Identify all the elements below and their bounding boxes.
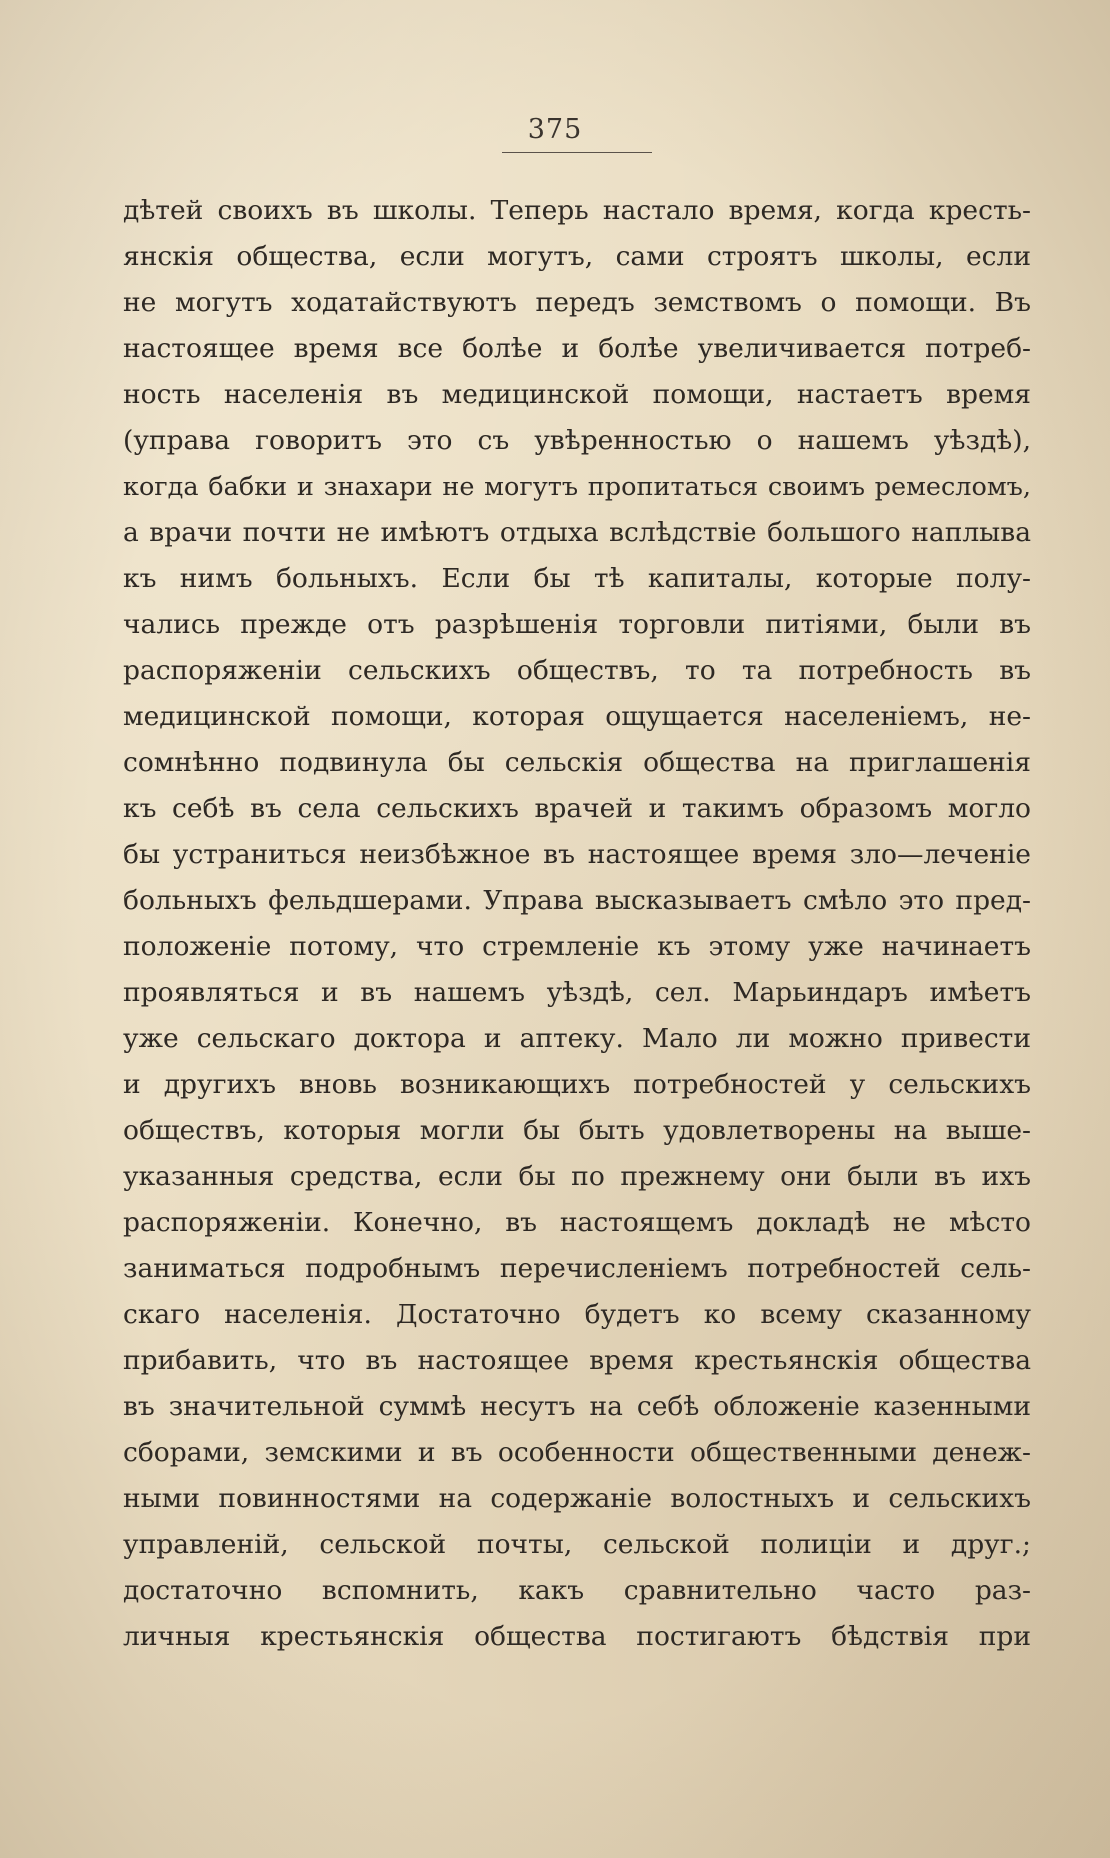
text-line: распоряженіи сельскихъ обществъ, то та потребность въ — [123, 655, 1031, 686]
text-line: и другихъ вновь возникающихъ потребностей у сельскихъ — [123, 1069, 1031, 1100]
text-line: а врачи почти не имѣютъ отдыха вслѣдствіе большого наплыва — [123, 517, 1031, 548]
text-line: чались прежде отъ разрѣшенія торговли питіями, были въ — [123, 609, 1031, 640]
text-line: не могутъ ходатайствуютъ передъ земствомъ о помощи. Въ — [123, 287, 1031, 318]
text-line: указанныя средства, если бы по прежнему они были въ ихъ — [123, 1161, 1031, 1192]
page-number: 375 — [527, 114, 583, 145]
header-rule — [502, 152, 652, 153]
text-line: достаточно вспомнить, какъ сравнительно часто раз- — [123, 1575, 1031, 1606]
text-line: личныя крестьянскія общества постигаютъ бѣдствія при — [123, 1621, 1031, 1652]
text-line: ными повинностями на содержаніе волостныхъ и сельскихъ — [123, 1483, 1031, 1514]
text-line: ность населенія въ медицинской помощи, настаетъ время — [123, 379, 1031, 410]
text-line: бы устраниться неизбѣжное въ настоящее время зло—леченіе — [123, 839, 1031, 870]
text-line: уже сельскаго доктора и аптеку. Мало ли можно привести — [123, 1023, 1031, 1054]
text-line: управленій, сельской почты, сельской полиціи и друг.; — [123, 1529, 1031, 1560]
text-line: проявляться и въ нашемъ уѣздѣ, сел. Марьиндаръ имѣетъ — [123, 977, 1031, 1008]
text-line: настоящее время все болѣе и болѣе увеличивается потреб- — [123, 333, 1031, 364]
text-line: больныхъ фельдшерами. Управа высказываетъ смѣло это пред- — [123, 885, 1031, 916]
body-text — [123, 188, 1031, 1660]
text-line: заниматься подробнымъ перечисленіемъ потребностей сель- — [123, 1253, 1031, 1284]
text-line: скаго населенія. Достаточно будетъ ко всему сказанному — [123, 1299, 1031, 1330]
text-line: дѣтей своихъ въ школы. Теперь настало время, когда кресть- — [123, 195, 1031, 226]
text-line: сборами, земскими и въ особенности общественными денеж- — [123, 1437, 1031, 1468]
text-line: прибавить, что въ настоящее время крестьянскія общества — [123, 1345, 1031, 1376]
text-line: къ нимъ больныхъ. Если бы тѣ капиталы, которые полу- — [123, 563, 1031, 594]
text-line: къ себѣ въ села сельскихъ врачей и такимъ образомъ могло — [123, 793, 1031, 824]
text-line: обществъ, которыя могли бы быть удовлетворены на выше- — [123, 1115, 1031, 1146]
text-line: сомнѣнно подвинула бы сельскія общества на приглашенія — [123, 747, 1031, 778]
text-line: (управа говоритъ это съ увѣренностью о нашемъ уѣздѣ), — [123, 425, 1031, 456]
text-line: положеніе потому, что стремленіе къ этому уже начинаетъ — [123, 931, 1031, 962]
text-line: когда бабки и знахари не могутъ пропитаться своимъ ремесломъ, — [123, 472, 1031, 502]
text-line: въ значительной суммѣ несутъ на себѣ обложеніе казенными — [123, 1391, 1031, 1422]
text-line: янскія общества, если могутъ, сами строятъ школы, если — [123, 241, 1031, 272]
text-line: медицинской помощи, которая ощущается населеніемъ, не- — [123, 701, 1031, 732]
text-line: распоряженіи. Конечно, въ настоящемъ докладѣ не мѣсто — [123, 1207, 1031, 1238]
